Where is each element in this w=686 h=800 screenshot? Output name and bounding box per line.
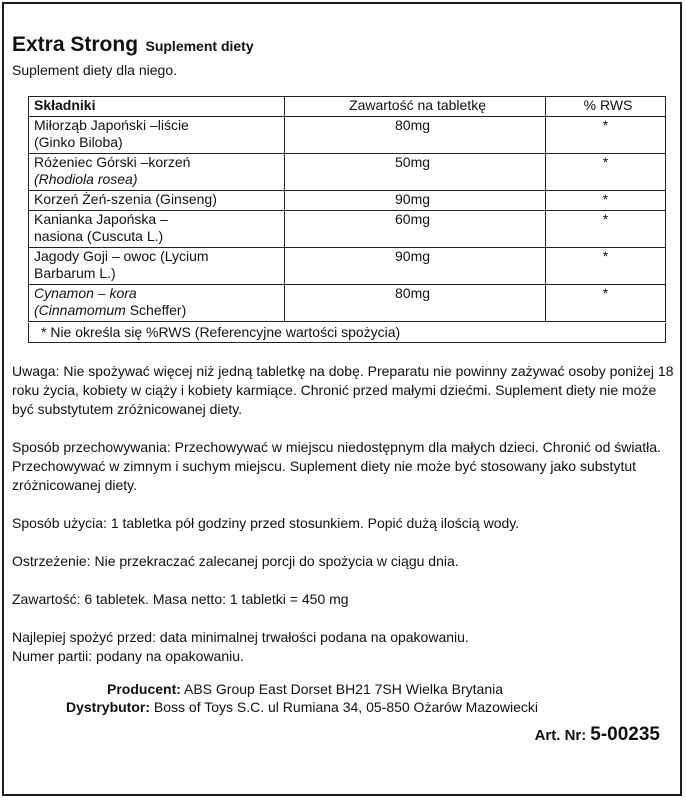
ingredient-rws: * — [546, 191, 666, 211]
header-amount: Zawartość na tabletkę — [285, 97, 546, 117]
caution-paragraph: Ostrzeżenie: Nie przekraczać zalecanej porcji do spożycia w ciągu dnia. — [12, 553, 459, 569]
product-title-row — [12, 33, 254, 57]
product-title: Extra Strong — [12, 33, 139, 56]
distributor-value: Boss of Toys S.C. ul Rumiana 34, 05-850 Ożarów Mazowiecki — [150, 699, 539, 715]
warning-paragraph: Uwaga: Nie spożywać więcej niż jedną tabletkę na dobę. Preparatu nie powinny zażywać osoby poniżej 18 roku życia, kobiety w ciąży i kobiety karmiące. Chronić przed małymi dziećmi. Suplement diety nie może być substytutem zróżnicowanej diety. — [12, 363, 674, 417]
producer-value: ABS Group East Dorset BH21 7SH Wielka Brytania — [180, 681, 504, 697]
ingredients-table — [28, 96, 666, 322]
rws-footnote: * Nie określa się %RWS (Referencyjne wartości spożycia) — [28, 323, 666, 343]
product-subtitle: Suplement diety — [145, 38, 254, 54]
table-row — [29, 285, 666, 322]
ingredient-name-line1: Jagody Goji – owoc (Lycium — [34, 248, 209, 264]
usage-paragraph: Sposób użycia: 1 tabletka pół godziny przed stosunkiem. Popić dużą ilością wody. — [12, 515, 520, 531]
ingredient-name — [29, 211, 285, 248]
ingredient-name-line2: (Rhodiola rosea) — [34, 171, 138, 187]
table-header-row — [29, 97, 666, 117]
ingredient-amount: 90mg — [285, 248, 546, 285]
header-rws: % RWS — [546, 97, 666, 117]
ingredient-name — [29, 248, 285, 285]
ingredient-amount: 90mg — [285, 191, 546, 211]
producer-line — [107, 680, 503, 699]
storage-paragraph: Sposób przechowywania: Przechowywać w miejscu niedostępnym dla małych dzieci. Chronić od światła. Przechowywać w zimnym i suchym miejscu. Suplement diety nie może być stosowany jako substytut zróżnicowanej diety. — [12, 439, 661, 493]
ingredient-name-line2: nasiona (Cuscuta L.) — [34, 228, 164, 244]
ingredient-rws: * — [546, 117, 666, 154]
ingredient-name-line2: Barbarum L.) — [34, 265, 116, 281]
ingredient-amount: 60mg — [285, 211, 546, 248]
table-row — [29, 154, 666, 191]
ingredient-name — [29, 117, 285, 154]
table-row — [29, 248, 666, 285]
best-before-paragraph — [12, 628, 469, 666]
ingredient-name-line1: Różeniec Górski –korzeń — [34, 154, 191, 170]
ingredient-name-line2: (Ginko Biloba) — [34, 134, 123, 150]
best-before-text: Najlepiej spożyć przed: data minimalnej trwałości podana na opakowaniu. — [12, 629, 469, 645]
ingredient-name-line1: Cynamon – kora — [34, 285, 137, 301]
ingredient-name — [29, 191, 285, 211]
table-row — [29, 191, 666, 211]
ingredient-name-line1: Korzeń Żeń-szenia (Ginseng) — [34, 191, 217, 207]
ingredient-name — [29, 285, 285, 322]
ingredient-name-line1: Kanianka Japońska – — [34, 211, 168, 227]
producer-label: Producent: — [107, 681, 181, 697]
ingredient-amount: 50mg — [285, 154, 546, 191]
product-tagline: Suplement diety dla niego. — [12, 62, 177, 78]
distributor-label: Dystrybutor: — [66, 699, 151, 715]
contents-paragraph: Zawartość: 6 tabletek. Masa netto: 1 tabletki = 450 mg — [12, 591, 349, 607]
header-ingredients: Składniki — [29, 97, 285, 117]
article-number — [535, 724, 660, 746]
ingredient-name-line1: Miłorząb Japoński –liście — [34, 117, 189, 133]
ingredient-rws: * — [546, 285, 666, 322]
batch-number-text: Numer partii: podany na opakowaniu. — [12, 648, 244, 664]
ingredient-amount: 80mg — [285, 117, 546, 154]
table-row — [29, 117, 666, 154]
ingredient-amount: 80mg — [285, 285, 546, 322]
distributor-line — [66, 698, 538, 717]
ingredient-name — [29, 154, 285, 191]
ingredient-name-line2-italic: (Cinnamomum — [34, 302, 126, 318]
ingredient-rws: * — [546, 248, 666, 285]
article-number-value: 5-00235 — [590, 724, 660, 745]
table-row — [29, 211, 666, 248]
ingredient-name-line2-rest: Scheffer) — [125, 302, 187, 318]
ingredient-rws: * — [546, 211, 666, 248]
ingredient-rws: * — [546, 154, 666, 191]
article-number-label: Art. Nr: — [534, 727, 587, 744]
